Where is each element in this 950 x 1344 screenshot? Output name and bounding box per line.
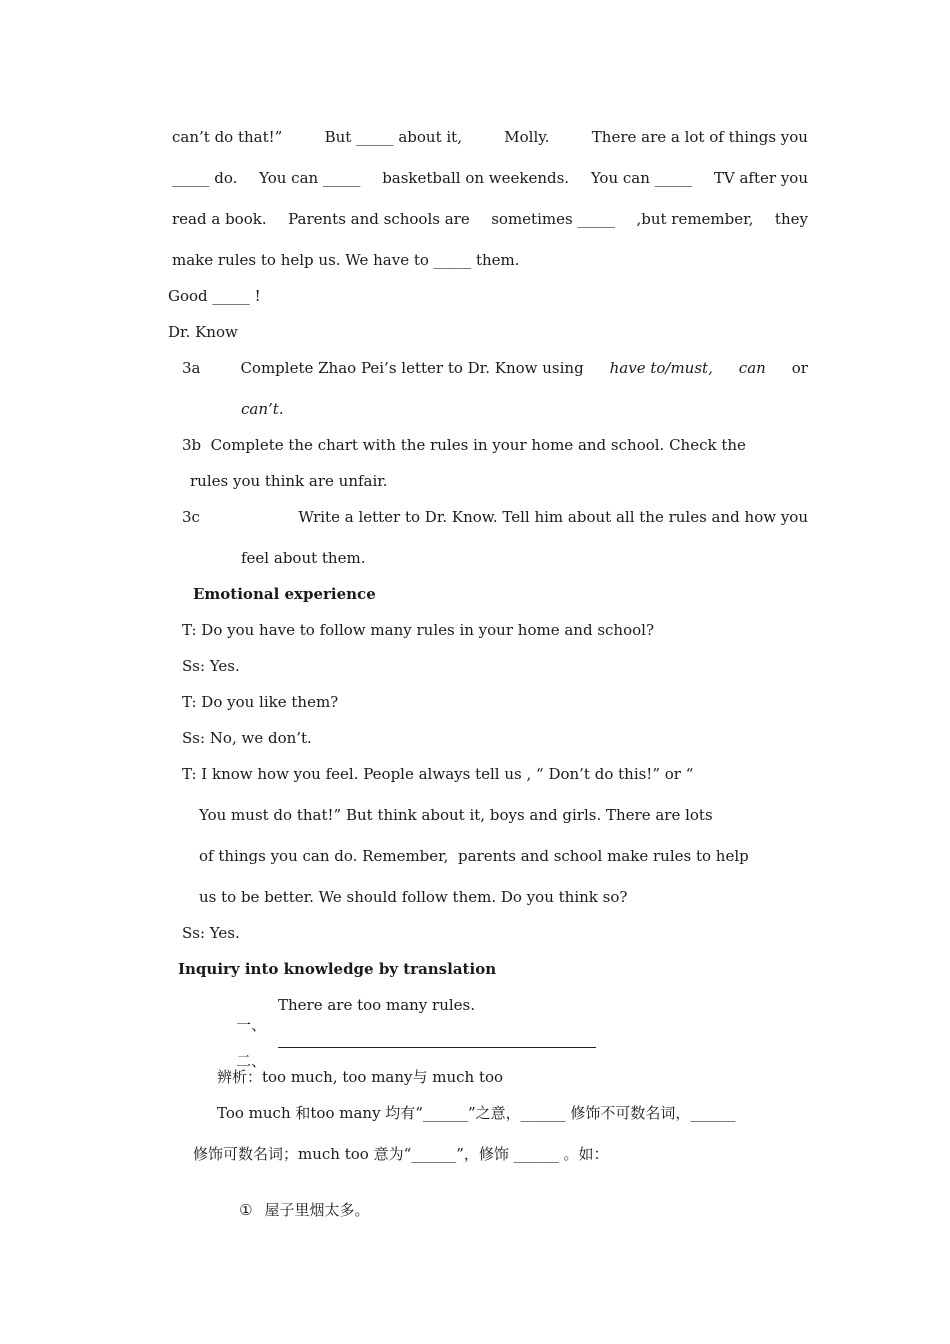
task-3b: 3b Complete the chart with the rules in your home and school. Check the	[182, 436, 746, 454]
dialogue-line: Ss: No, we don’t.	[182, 729, 312, 747]
letter-closing: Good _____ !	[168, 287, 261, 305]
example-item	[220, 1180, 370, 1240]
task-3a	[182, 358, 808, 378]
task-3b-cont: rules you think are unfair.	[190, 472, 388, 490]
dialogue-line: Ss: Yes.	[182, 924, 240, 942]
text-run: _____ do.	[172, 169, 238, 187]
dialogue-line: of things you can do. Remember, parents and school make rules to help	[199, 847, 749, 865]
text-run: You can _____	[259, 169, 361, 187]
list-marker: 一、	[236, 1016, 267, 1034]
section-heading: Inquiry into knowledge by translation	[178, 960, 497, 978]
task-text: .	[278, 400, 284, 418]
analysis-line: 辨析：too much, too many与 much too	[217, 1068, 504, 1086]
letter-line	[172, 209, 808, 229]
dialogue-line: You must do that!” But think about it, boys and girls. There are lots	[199, 806, 713, 824]
task-text: Complete Zhao Pei’s letter to Dr. Know using	[240, 359, 584, 377]
dialogue-line: Ss: Yes.	[182, 657, 240, 675]
analysis-paragraph: Too much 和too many 均有“______”之意，______ 修饰不可数名词，______	[217, 1104, 736, 1122]
answer-line	[278, 1047, 596, 1048]
analysis-paragraph: 修饰可数名词；much too 意为“______”，修饰 ______ 。如：	[193, 1145, 609, 1163]
text-run: Parents and schools are	[288, 210, 470, 228]
task-3a-cont	[241, 399, 284, 419]
letter-line: make rules to help us. We have to _____ them.	[172, 251, 520, 269]
task-3c	[182, 507, 808, 527]
text-run: Molly.	[504, 128, 550, 146]
text-run: basketball on weekends.	[382, 169, 570, 187]
text-run: You can _____	[590, 169, 693, 187]
task-text: or	[791, 359, 808, 377]
letter-signature: Dr. Know	[168, 323, 238, 341]
example-text: 屋子里烟太多。	[264, 1201, 370, 1219]
text-run: they	[774, 210, 808, 228]
task-number: 3a	[182, 359, 201, 377]
section-heading: Emotional experience	[193, 585, 376, 603]
task-option: can’t	[241, 400, 279, 418]
dialogue-line: T: Do you like them?	[182, 693, 339, 711]
list-item-text: There are too many rules.	[278, 996, 476, 1014]
text-run: can’t do that!”	[172, 128, 283, 146]
task-3c-cont: feel about them.	[241, 549, 366, 567]
text-run: sometimes _____	[491, 210, 615, 228]
text-run: There are a lot of things you	[591, 128, 808, 146]
text-run: TV after you	[713, 169, 808, 187]
letter-line	[172, 168, 808, 188]
example-marker: ①	[239, 1201, 253, 1219]
dialogue-line: T: I know how you feel. People always tell us , “ Don’t do this!” or “	[182, 765, 694, 783]
task-option: can	[738, 359, 766, 377]
text-run: But _____ about it,	[324, 128, 462, 146]
task-option: have to/must,	[609, 359, 713, 377]
text-run: ,but remember,	[636, 210, 754, 228]
task-text: Write a letter to Dr. Know. Tell him about all the rules and how you	[298, 508, 808, 526]
text-run: read a book.	[172, 210, 267, 228]
letter-line	[172, 127, 808, 147]
dialogue-line: T: Do you have to follow many rules in your home and school?	[182, 621, 654, 639]
dialogue-line: us to be better. We should follow them. Do you think so?	[199, 888, 628, 906]
task-number: 3c	[182, 508, 200, 526]
list-marker: 二、	[236, 1052, 267, 1070]
